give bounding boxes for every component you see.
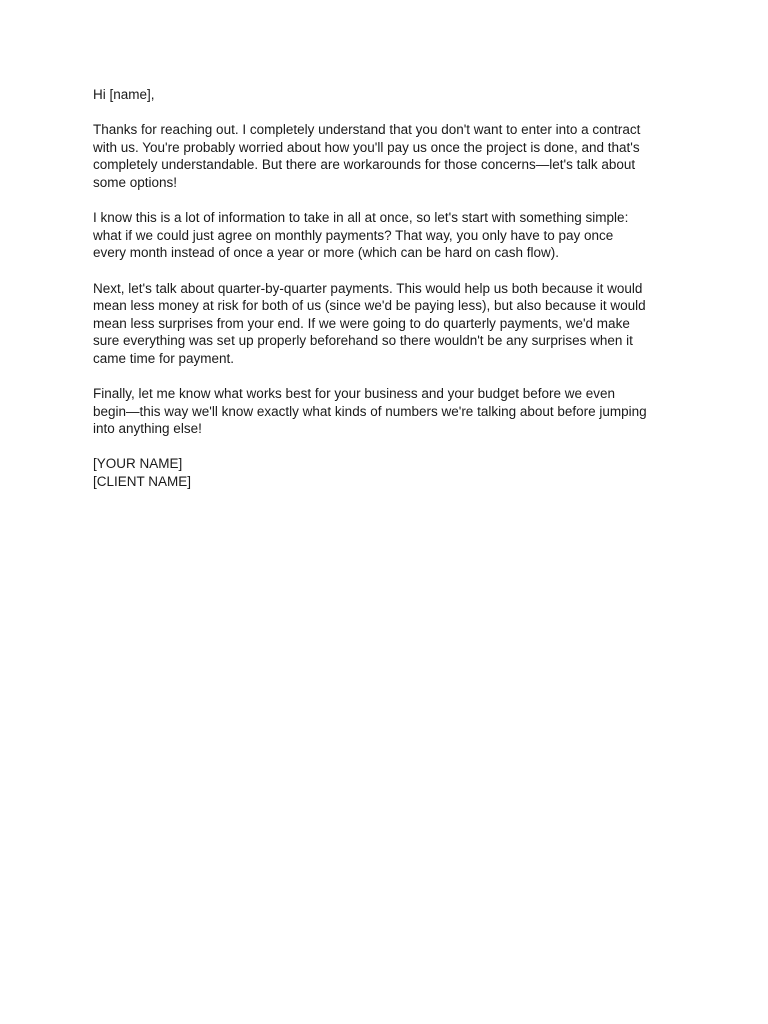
signature-client-name: [CLIENT NAME] [93, 474, 192, 490]
paragraph-quarterly-payments: Next, let's talk about quarter-by-quarter payments. This would help us both because it would mean less money at risk for both of us (since we'd be paying less), but also because it would mean less surprises from your end. If we were going to do quarterly payments, we'd make sure everything was set up properly beforehand so there wouldn't be any surprises when it came time for payment. [93, 280, 646, 366]
signature-block [93, 455, 693, 490]
paragraph-closing: Finally, let me know what works best for your business and your budget before we even begin—this way we'll know exactly what kinds of numbers we're talking about before jumping into anything else! [93, 386, 647, 437]
greeting: Hi [name], [93, 87, 155, 102]
paragraph-monthly-payments: I know this is a lot of information to take in all at once, so let's start with something simple: what if we could just agree on monthly payments? That way, you only have to pay once every month instead of once a year or more (which can be hard on cash flow). [93, 210, 629, 261]
paragraph-intro: Thanks for reaching out. I completely understand that you don't want to enter into a contract with us. You're probably worried about how you'll pay us once the project is done, and that's completely understandable. But there are workarounds for those concerns—let's talk about some options! [93, 122, 641, 190]
letter-document [93, 86, 693, 491]
signature-your-name: [YOUR NAME] [93, 456, 183, 472]
